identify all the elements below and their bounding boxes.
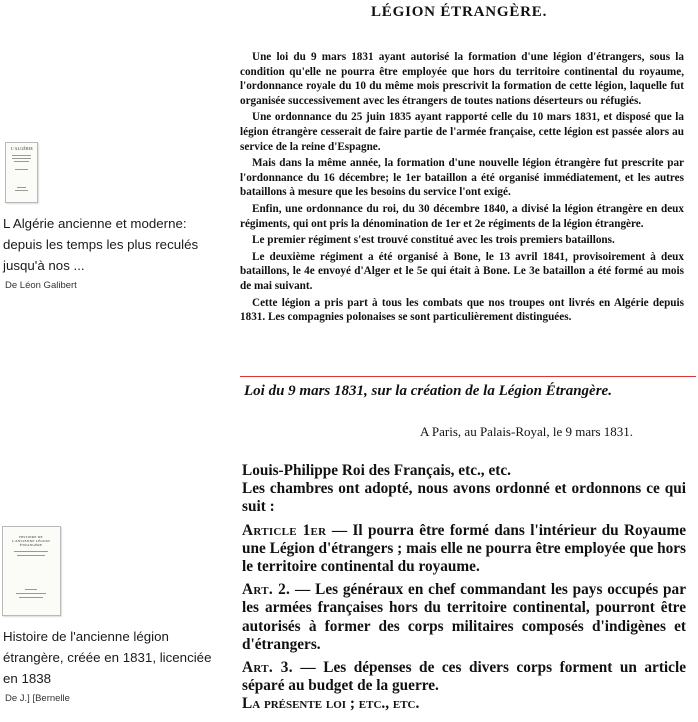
paragraph: Une loi du 9 mars 1831 ayant autorisé la formation d'une légion d'étrangers, sous la condition qu'elle ne pourra être employée que hors du territoire continental du royaume, l'ordonnance royale du 10 du même mois prescrivit la formation de cette légion, laquelle fut organisée successivement avec les étrangers de toutes nations déserteurs ou réfugiés. xyxy=(240,51,684,107)
cover-line xyxy=(19,597,43,598)
book-title-link[interactable]: Histoire de l'ancienne légion étrangère, créée en 1831, licenciée en 1838 xyxy=(3,629,212,686)
cover-line xyxy=(17,555,45,556)
law-place-date: A Paris, au Palais-Royal, le 9 mars 1831. xyxy=(420,424,634,439)
law-preamble: Louis-Philippe Roi des Français, etc., etc. xyxy=(242,462,511,479)
cover-line xyxy=(14,161,29,162)
article-text: — Il pourra être formé dans l'intérieur du Royaume une Légion d'étrangers ; mais elle ne pourra être employée que hors le territoire continental du royaume. xyxy=(242,521,686,576)
article-text: — Les dépenses de ces divers corps forment un article séparé au budget de la guerre. xyxy=(242,659,687,695)
paragraph: Une ordonnance du 25 juin 1835 ayant rapporté celle du 10 mars 1831, et disposé que la légion étrangère cesserait de faire partie de l'armée française, cette légion est passée alors au service de la reine d'Espagne. xyxy=(240,111,684,153)
cover-line xyxy=(15,169,28,170)
paragraph: Mais dans la même année, la formation d'une nouvelle légion étrangère fut prescrite par l'ordonnance du 16 décembre; le 1er bataillon a été organisé immédiatement, et les autres bataillons à mesure que les besoins du service l'ont exigé. xyxy=(240,157,684,199)
book-author: De Léon Galibert xyxy=(5,280,77,291)
book-card[interactable] xyxy=(0,526,225,704)
book-card[interactable] xyxy=(0,142,225,291)
book-author: De J.] [Bernelle xyxy=(5,693,70,704)
page-heading: LÉGION ÉTRANGÈRE. xyxy=(371,4,548,20)
scanned-page xyxy=(228,0,698,722)
cover-line xyxy=(12,155,31,156)
article-text: — Les généraux en chef commandant les pays occupés par les armées françaises hors du territoire continental, pourront être autorisés à former des corps militaires composés d'indigènes et d'étrangers. xyxy=(242,581,686,653)
separator-line xyxy=(240,376,696,377)
article-label: Art. 2. xyxy=(242,581,291,599)
cover-line xyxy=(16,593,46,594)
cover-line xyxy=(25,589,37,590)
article-label: Article 1er xyxy=(242,521,327,539)
law-preamble: Les chambres ont adopté, nous avons ordonné et ordonnons ce qui suit : xyxy=(242,480,686,516)
book-cover-thumbnail[interactable] xyxy=(5,142,38,203)
book-cover-thumbnail[interactable] xyxy=(2,526,61,616)
paragraph: Cette légion a pris part à tous les combats que nos troupes ont livrés en Algérie depuis 1831. Les compagnies polonaises se sont particulièrement distinguées. xyxy=(240,296,684,324)
cover-line xyxy=(17,187,26,188)
paragraph: Le premier régiment s'est trouvé constitué avec les trois premiers bataillons. xyxy=(252,234,615,247)
article-1 xyxy=(242,522,686,577)
paragraph: Le deuxième régiment a été organisé à Bone, le 13 avril 1841, provisoirement à deux bataillons, le 4e envoyé d'Alger et le 5e qui était à Bone. Le 3e bataillon a été formé au mois de mai suivant. xyxy=(240,250,684,292)
cover-title: HISTOIRE DE L'ANCIENNE LÉGION ÉTRANGÈRE xyxy=(12,535,50,547)
intro-text xyxy=(240,50,684,327)
law-title: Loi du 9 mars 1831, sur la création de la Légion Étrangère. xyxy=(244,383,612,399)
cover-line xyxy=(14,551,48,552)
cover-line xyxy=(12,158,31,159)
cover-title: L'ALGÉRIE xyxy=(10,146,34,151)
law-body xyxy=(242,462,686,714)
article-2 xyxy=(242,581,686,654)
article-label: Art. 3. xyxy=(242,659,293,677)
article-3 xyxy=(242,659,686,695)
paragraph: Enfin, une ordonnance du roi, du 30 décembre 1840, a divisé la légion étrangère en deux régiments, qui ont pris la dénomination de 1er et 2e régiments de la légion étrangère. xyxy=(240,202,684,230)
cover-line xyxy=(15,190,28,191)
book-title-link[interactable]: L Algérie ancienne et moderne: depuis les temps les plus reculés jusqu'à nos ... xyxy=(3,216,199,273)
law-closing: La présente loi ; etc., etc. xyxy=(242,695,420,713)
